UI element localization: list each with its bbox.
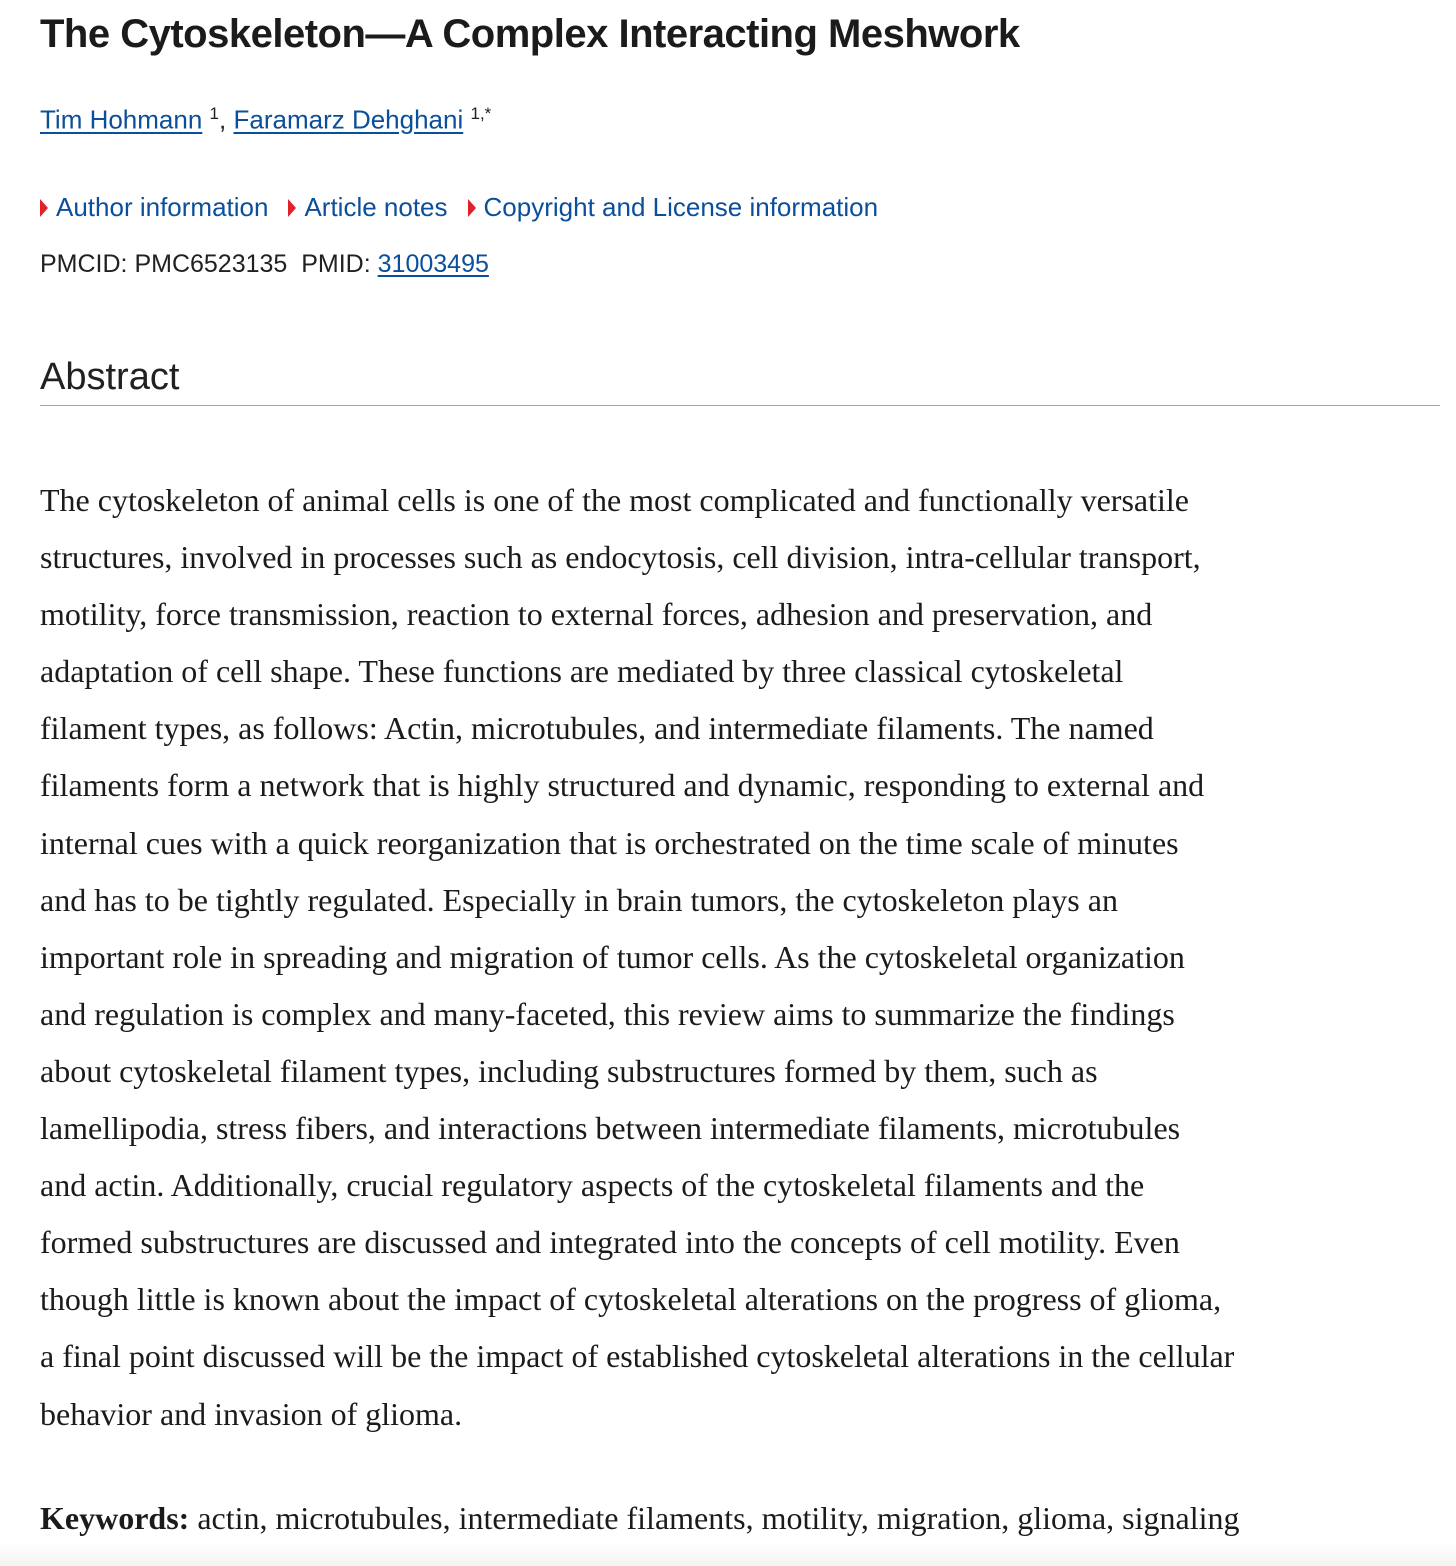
abstract-line: about cytoskeletal filament types, including substructures formed by them, such as bbox=[40, 1052, 1098, 1089]
author-link[interactable]: Tim Hohmann bbox=[40, 104, 203, 135]
info-toggles bbox=[40, 192, 878, 223]
keywords-value: actin, microtubules, intermediate filaments, motility, migration, glioma, signaling bbox=[197, 1500, 1240, 1536]
abstract-line: a final point discussed will be the impact of established cytoskeletal alterations in the cellular bbox=[40, 1338, 1235, 1375]
author-link[interactable]: Faramarz Dehghani bbox=[233, 104, 464, 135]
abstract-line: filaments form a network that is highly structured and dynamic, responding to external and bbox=[40, 767, 1205, 804]
abstract-line: formed substructures are discussed and integrated into the concepts of cell motility. Even bbox=[40, 1224, 1180, 1261]
expand-triangle-icon bbox=[40, 199, 48, 217]
abstract-line: motility, force transmission, reaction to external forces, adhesion and preservation, and bbox=[40, 596, 1153, 633]
author-separator: , bbox=[219, 104, 227, 135]
keywords-label: Keywords: bbox=[40, 1500, 190, 1536]
author-affiliation: 1 bbox=[209, 104, 220, 123]
abstract-line: adaptation of cell shape. These functions are mediated by three classical cytoskeletal bbox=[40, 653, 1124, 690]
toggle-article-notes[interactable]: Article notes bbox=[288, 192, 447, 223]
abstract-line: lamellipodia, stress fibers, and interactions between intermediate filaments, microtubules bbox=[40, 1110, 1181, 1147]
abstract-line: important role in spreading and migration of tumor cells. As the cytoskeletal organization bbox=[40, 938, 1185, 975]
abstract-heading: Abstract bbox=[40, 356, 1440, 406]
article-ids bbox=[40, 250, 489, 279]
abstract-line: internal cues with a quick reorganization that is orchestrated on the time scale of minutes bbox=[40, 824, 1179, 861]
abstract-line: and actin. Additionally, crucial regulatory aspects of the cytoskeletal filaments and the bbox=[40, 1167, 1145, 1204]
toggle-author-information[interactable]: Author information bbox=[40, 192, 268, 223]
abstract-line: structures, involved in processes such as endocytosis, cell division, intra-cellular transport, bbox=[40, 539, 1201, 576]
expand-triangle-icon bbox=[468, 199, 476, 217]
abstract-line: The cytoskeleton of animal cells is one of the most complicated and functionally versatile bbox=[40, 482, 1189, 518]
abstract-line: filament types, as follows: Actin, microtubules, and intermediate filaments. The named bbox=[40, 710, 1154, 747]
abstract-line: and has to be tightly regulated. Especially in brain tumors, the cytoskeleton plays an bbox=[40, 881, 1118, 918]
toggle-copyright-license[interactable]: Copyright and License information bbox=[468, 192, 879, 223]
expand-triangle-icon bbox=[288, 199, 296, 217]
pmid-label: PMID: bbox=[301, 250, 371, 278]
author-list bbox=[40, 104, 491, 136]
pmid-link[interactable]: 31003495 bbox=[377, 250, 489, 278]
author-affiliation: 1,* bbox=[470, 104, 492, 123]
article-title: The Cytoskeleton—A Complex Interacting Meshwork bbox=[40, 12, 1020, 56]
abstract-line: and regulation is complex and many-faceted, this review aims to summarize the findings bbox=[40, 995, 1175, 1032]
keywords bbox=[40, 1500, 1239, 1537]
bottom-fade bbox=[0, 1542, 1456, 1566]
abstract-text bbox=[40, 472, 1234, 1443]
pmcid: PMCID: PMC6523135 bbox=[40, 250, 288, 278]
abstract-line: behavior and invasion of glioma. bbox=[40, 1395, 463, 1432]
abstract-line: though little is known about the impact of cytoskeletal alterations on the progress of glioma, bbox=[40, 1281, 1222, 1318]
